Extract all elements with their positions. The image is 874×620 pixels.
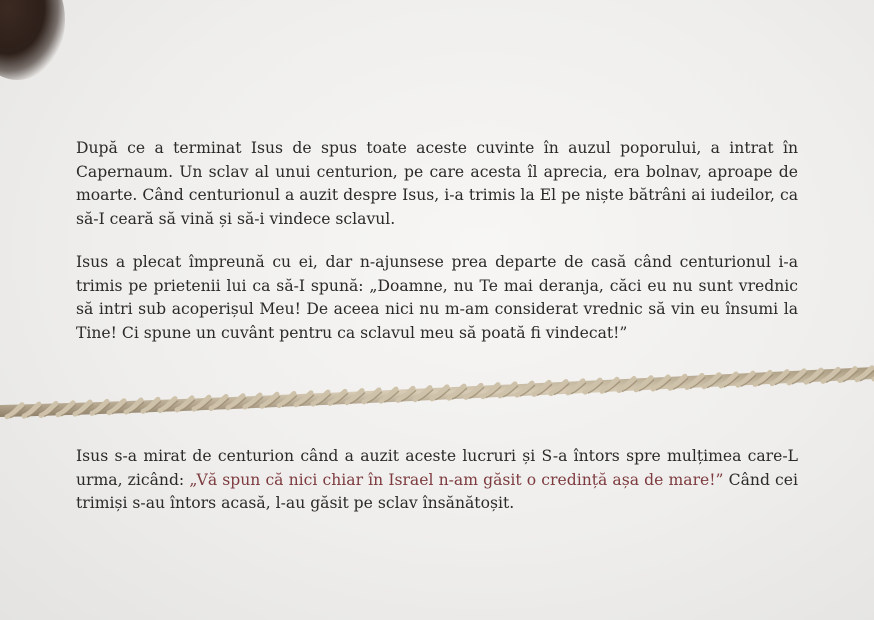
paragraph-3-intro: Isus s-a mirat de centurion când a auzit aceste lucruri și S-a întors spre mulțimea care-L urma, zicând:: [76, 447, 798, 489]
rope-image: [0, 345, 874, 425]
paragraph-3-text: [76, 445, 798, 516]
paragraph-2-text: Isus a plecat împreună cu ei, dar n-ajunsese prea departe de casă când centurionul i-a trimis pe prietenii lui ca să-I spună: „Doamne, nu Te mai deranja, căci eu nu sunt vrednic să intri sub acoperișul Meu! De aceea nici nu m-am considerat vrednic să vin eu însumi la Tine! Ci spune un cuvânt pentru ca sclavul meu să poată fi vindecat!”: [76, 253, 798, 342]
paragraph-1-text: După ce a terminat Isus de spus toate aceste cuvinte în auzul poporului, a intrat în Capernaum. Un sclav al unui centurion, pe care acesta îl aprecia, era bolnav, aproape de moarte. Când centurionul a auzit despre Isus, i-a trimis la El pe niște bătrâni ai iudeilor, ca să-I ceară să vină și să-i vindece sclavul.: [76, 139, 798, 228]
jesus-quote: „Vă spun că nici chiar în Israel n-am găsit o credință așa de mare!”: [189, 470, 724, 489]
paragraph-2: [76, 251, 798, 345]
rope-divider: [0, 345, 874, 425]
paragraph-1: [76, 137, 798, 231]
paragraph-3: [76, 445, 798, 516]
paragraph-3-ending: Când cei trimiși s-au întors acasă, l-au găsit pe sclav însănătoșit.: [76, 470, 799, 512]
corner-shadow-decoration: [0, 0, 65, 80]
